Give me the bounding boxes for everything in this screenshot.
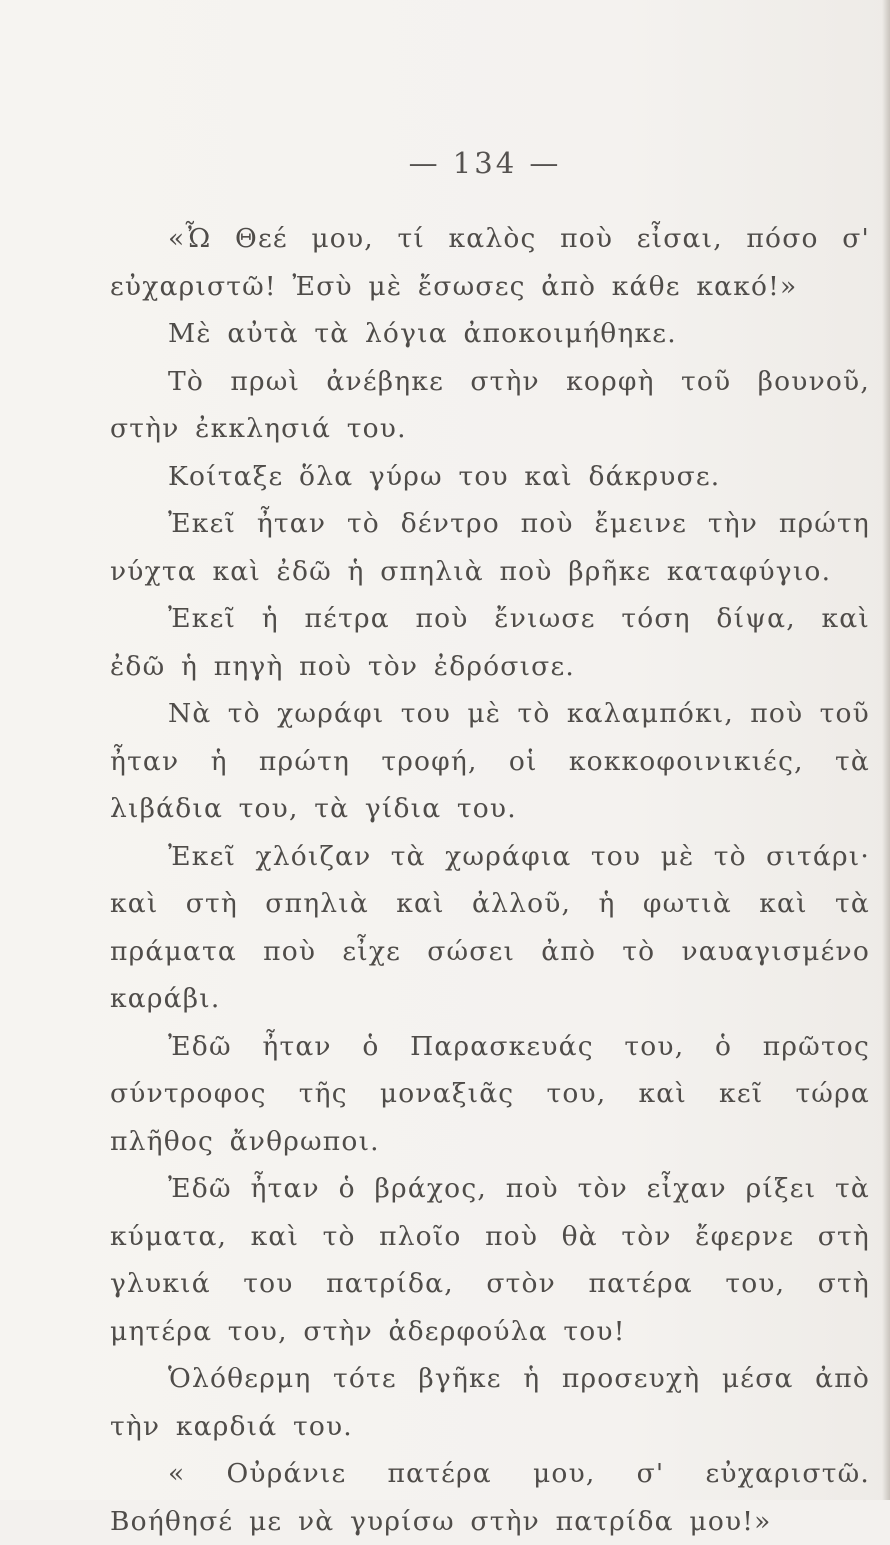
paragraph-prayer: « Οὐράνιε πατέρα μου, σ' εὐχαριστῶ. Βοήθησέ με νὰ γυρίσω στὴν πατρίδα μου!» — [110, 1458, 870, 1537]
paragraph-rock-and-spring: Ἐκεῖ ἡ πέτρα ποὺ ἔνιωσε τόση δίψα, καὶ ἐδῶ ἡ πηγὴ ποὺ τὸν ἐδρόσισε. — [110, 603, 870, 682]
paragraph-looked-around: Κοίταξε ὅλα γύρω του καὶ δάκρυσε. — [168, 460, 721, 492]
body-text — [110, 215, 870, 1545]
paragraph-thanks-god: «Ὦ Θεέ μου, τί καλὸς ποὺ εἶσαι, πόσο σ' εὐχαριστῶ! Ἐσὺ μὲ ἔσωσες ἀπὸ κάθε κακό!» — [110, 223, 870, 302]
page-number: — 134 — — [408, 146, 562, 180]
paragraph-friday: Ἐδῶ ἦταν ὁ Παρασκευάς του, ὁ πρῶτος σύντροφος τῆς μοναξιᾶς του, καὶ κεῖ τώρα πλῆθος ἄνθρωποι. — [110, 1030, 870, 1157]
paragraph-field-and-goats: Νὰ τὸ χωράφι του μὲ τὸ καλαμπόκι, ποὺ τοῦ ἦταν ἡ πρώτη τροφή, οἱ κοκκοφοινικιές, τὰ λιβάδια του, τὰ γίδια του. — [110, 698, 870, 824]
paragraph-tree-and-cave: Ἐκεῖ ἦταν τὸ δέντρο ποὺ ἔμεινε τὴν πρώτη νύχτα καὶ ἐδῶ ἡ σπηλιὰ ποὺ βρῆκε καταφύγιο. — [110, 508, 870, 587]
paragraph-prayer-intro: Ὁλόθερμη τότε βγῆκε ἡ προσευχὴ μέσα ἀπὸ τὴν καρδιά του. — [110, 1363, 870, 1442]
paragraph-climbed-mountain: Τὸ πρωὶ ἀνέβηκε στὴν κορφὴ τοῦ βουνοῦ, στὴν ἐκκλησιά του. — [110, 365, 870, 444]
paragraph-wheat-fields: Ἐκεῖ χλόιζαν τὰ χωράφια του μὲ τὸ σιτάρι· καὶ στὴ σπηλιὰ καὶ ἀλλοῦ, ἡ φωτιὰ καὶ τὰ πράματα ποὺ εἶχε σώσει ἀπὸ τὸ ναυαγισμένο καράβι. — [110, 840, 870, 1014]
paragraph-fell-asleep: Μὲ αὐτὰ τὰ λόγια ἀποκοιμήθηκε. — [168, 318, 677, 349]
paragraph-rock-and-ship: Ἐδῶ ἦταν ὁ βράχος, ποὺ τὸν εἶχαν ρίξει τὰ κύματα, καὶ τὸ πλοῖο ποὺ θὰ τὸν ἔφερνε στὴ γλυκιά του πατρίδα, στὸν πατέρα του, στὴ μητέρα του, στὴν ἀδερφούλα του! — [110, 1173, 870, 1347]
page-edge-shadow — [882, 0, 890, 1500]
